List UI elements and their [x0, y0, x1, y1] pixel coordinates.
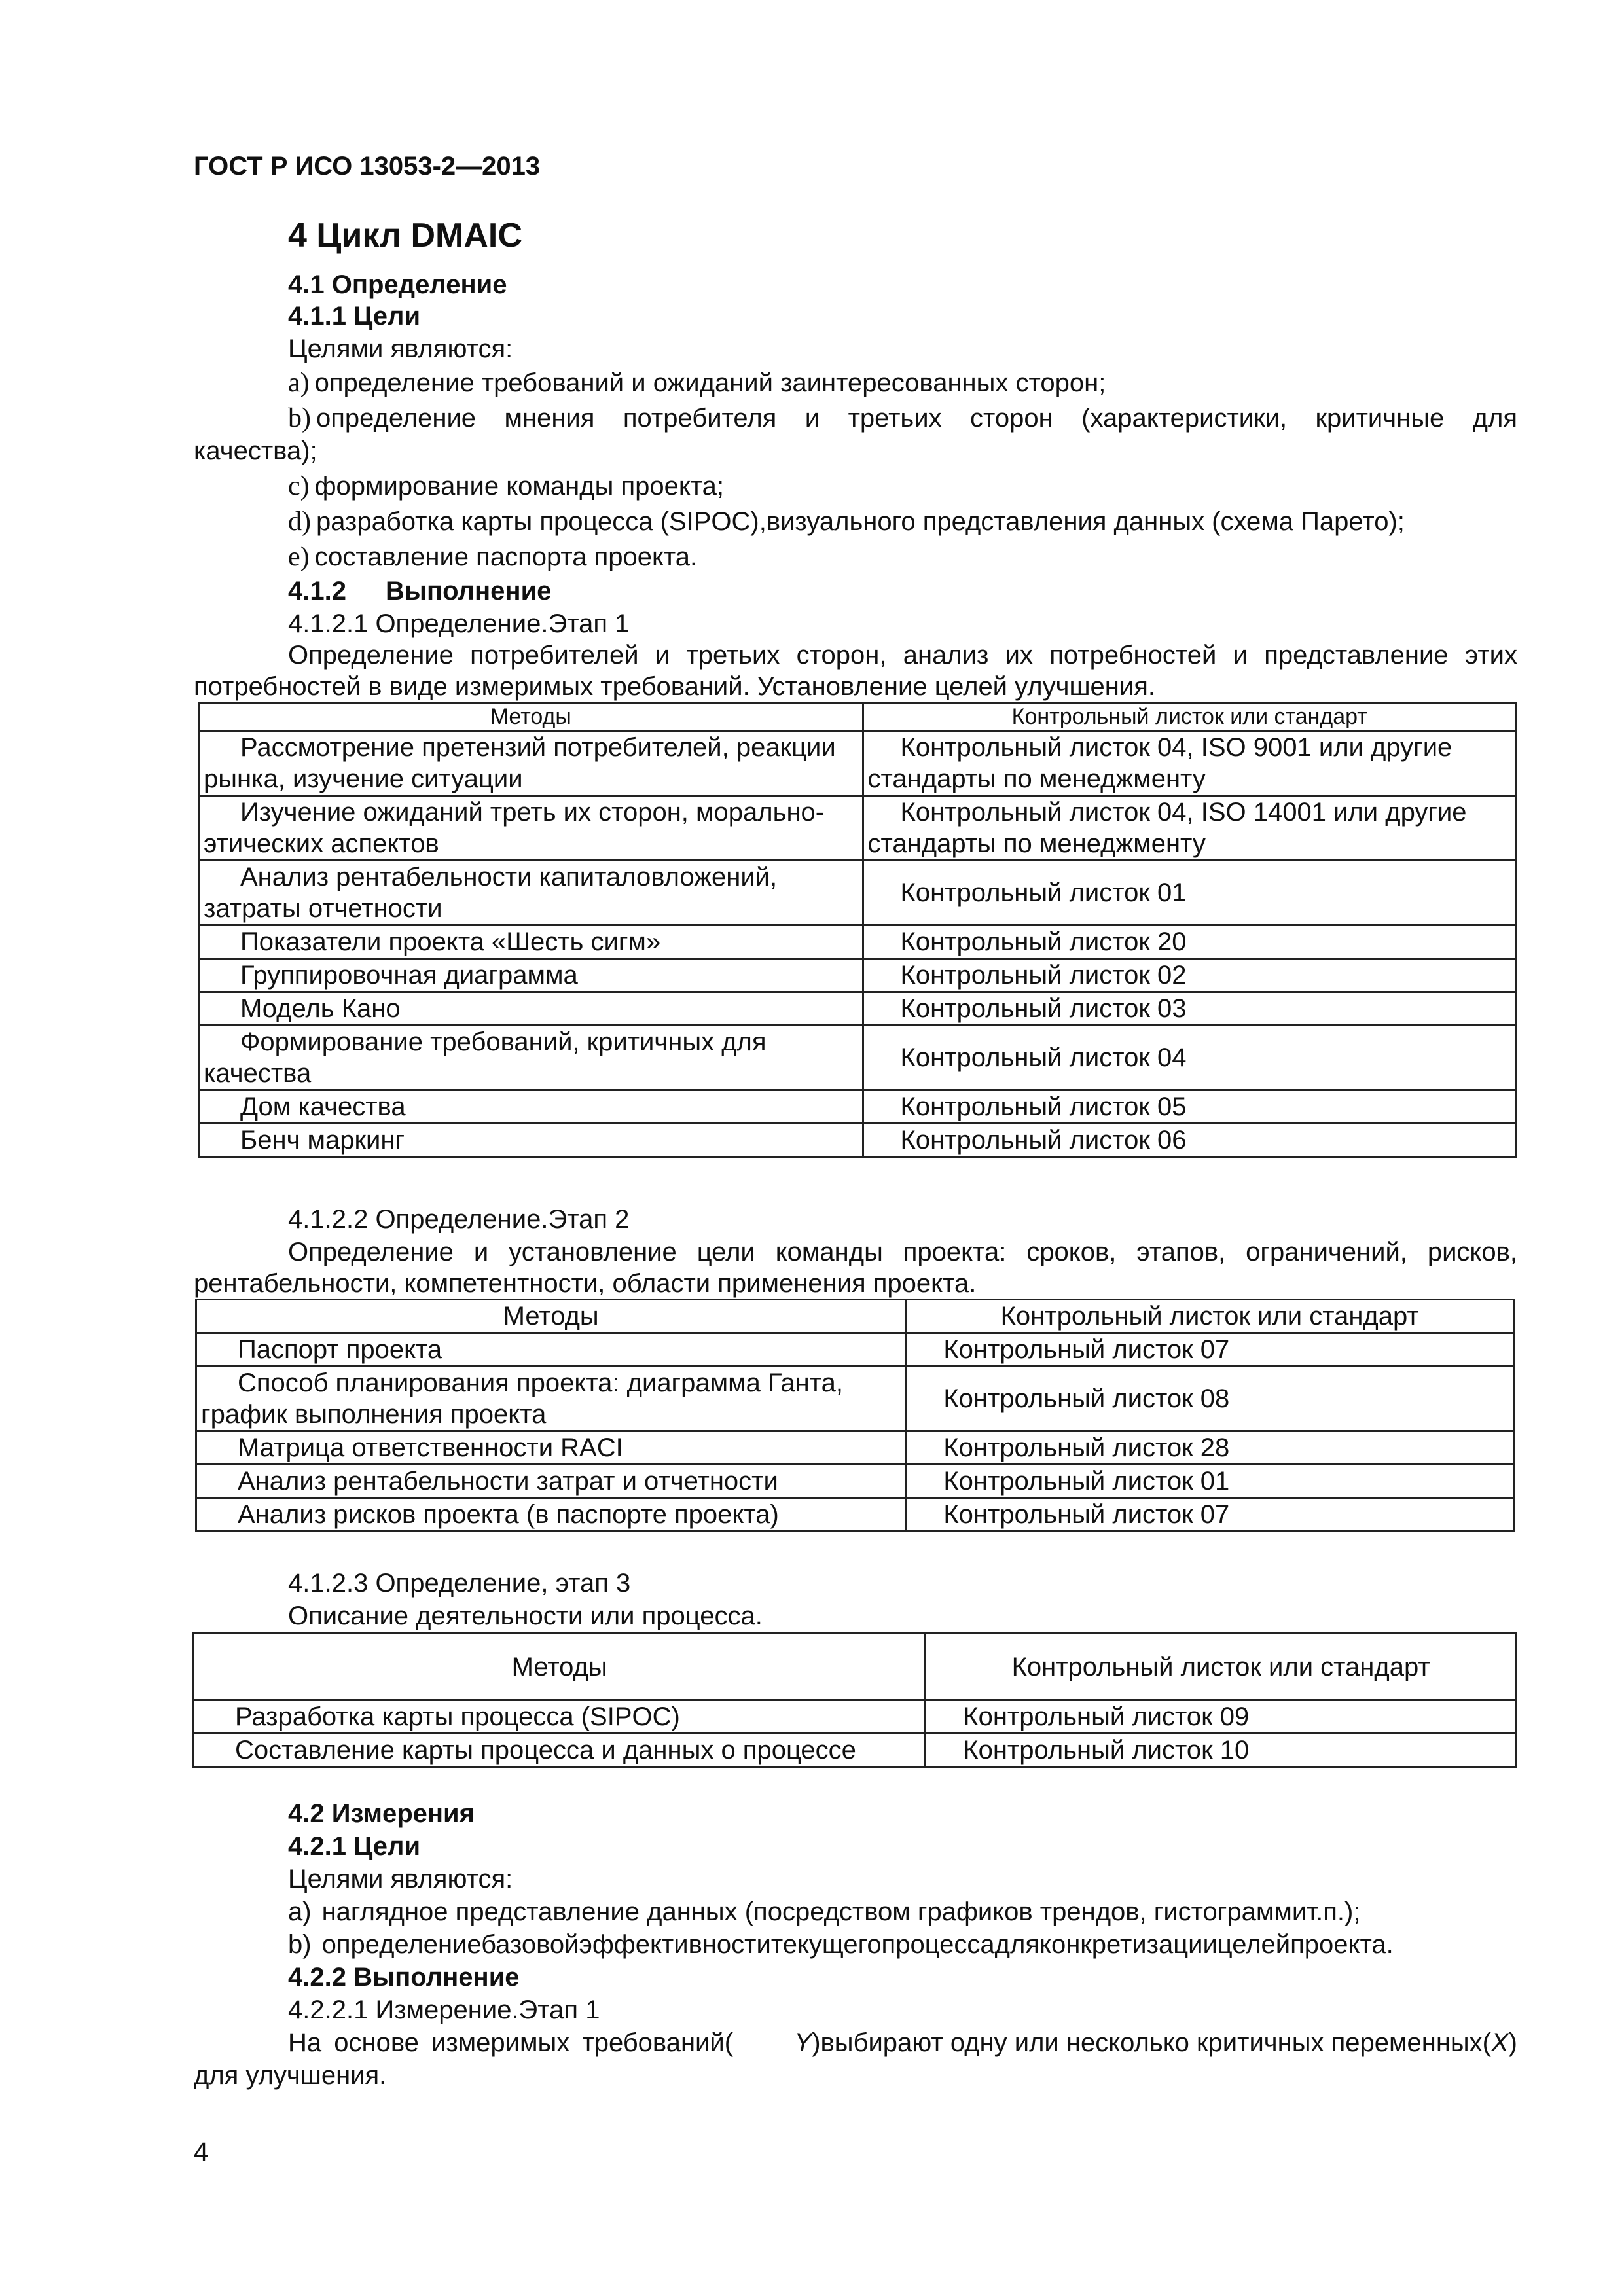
method-cell	[194, 1700, 926, 1734]
table-row	[199, 992, 1517, 1026]
table-row	[196, 1431, 1514, 1465]
measure-goal-item-b	[288, 1928, 1517, 1961]
goal-item-b	[288, 402, 1517, 435]
goal-item-b-continuation: качества);	[194, 437, 317, 465]
cell-line: качества	[204, 1059, 312, 1088]
subsection-4-1-title: 4.1 Определение	[288, 270, 507, 299]
table-row	[199, 925, 1517, 959]
column-header-checklist: Контрольный листок или стандарт	[863, 703, 1516, 731]
cell-line: Контрольный листок 03	[900, 994, 1187, 1023]
step2-heading: 4.1.2.2 Определение.Этап 2	[288, 1205, 630, 1234]
table-row	[196, 1333, 1514, 1367]
list-marker: а)	[288, 1897, 312, 1926]
measure-step1-paragraph-line2: для улучшения.	[194, 2061, 387, 2090]
list-marker: a)	[288, 368, 310, 398]
goal-item-e	[288, 541, 1517, 573]
cell-line: Контрольный листок 01	[900, 878, 1187, 907]
standard-cell	[863, 925, 1516, 959]
table-row	[199, 796, 1517, 861]
cell-line: Контрольный листок 08	[943, 1384, 1230, 1413]
cell-line: Модель Кано	[240, 994, 401, 1023]
cell-line: Контрольный листок 02	[900, 961, 1187, 990]
variable-y: Y	[794, 2028, 812, 2057]
method-cell	[199, 731, 863, 796]
table-row	[196, 1465, 1514, 1498]
goal-item-d	[288, 505, 1517, 538]
cell-line: Анализ рентабельности затрат и отчетности	[238, 1467, 778, 1496]
subsection-4-1-1-title: 4.1.1 Цели	[288, 302, 421, 331]
standard-cell	[906, 1431, 1514, 1465]
method-cell	[196, 1333, 906, 1367]
method-cell	[199, 959, 863, 992]
measure-step1-heading: 4.2.2.1 Измерение.Этап 1	[288, 1996, 600, 2024]
cell-line: Контрольный листок 10	[963, 1736, 1250, 1765]
cell-line: Дом качества	[240, 1092, 406, 1121]
cell-line: Составление карты процесса и данных о процессе	[235, 1736, 856, 1765]
list-item-text: определение мнения потребителя и третьих сторон (характеристики, критичные для	[316, 404, 1517, 433]
list-marker: d)	[288, 507, 311, 537]
list-marker: b)	[288, 403, 311, 433]
cell-line: Контрольный листок 28	[943, 1433, 1230, 1462]
standard-cell	[863, 796, 1516, 861]
measure-step1-paragraph-line1-text	[288, 2026, 1517, 2059]
step1-methods-table	[198, 702, 1517, 1158]
table-header-row	[199, 703, 1517, 731]
table-row	[199, 1026, 1517, 1090]
list-marker: c)	[288, 471, 310, 501]
column-header-methods: Методы	[199, 703, 863, 731]
cell-line: Контрольный листок 20	[900, 927, 1187, 956]
standard-cell	[926, 1734, 1517, 1767]
step1-heading: 4.1.2.1 Определение.Этап 1	[288, 609, 630, 638]
method-cell	[199, 1026, 863, 1090]
cell-line: Матрица ответственности RACI	[238, 1433, 623, 1462]
method-cell	[199, 796, 863, 861]
cell-line: Анализ рисков проекта (в паспорте проекта)	[238, 1500, 779, 1529]
cell-line: Паспорт проекта	[238, 1335, 442, 1364]
table-row	[194, 1734, 1517, 1767]
cell-line: этических аспектов	[204, 829, 439, 858]
table-row	[196, 1367, 1514, 1431]
cell-line: Разработка карты процесса (SIPOC)	[235, 1702, 680, 1731]
subsection-4-2-2-title: 4.2.2 Выполнение	[288, 1963, 520, 1992]
column-header-methods: Методы	[194, 1634, 926, 1700]
goal-item-a	[288, 367, 1517, 399]
cell-line: Анализ рентабельности капиталовложений,	[240, 863, 778, 891]
standard-cell	[906, 1498, 1514, 1532]
step2-paragraph-line2: рентабельности, компетентности, области применения проекта.	[194, 1269, 977, 1298]
cell-line: Контрольный листок 07	[943, 1335, 1230, 1364]
cell-line: Показатели проекта «Шесть сигм»	[240, 927, 661, 956]
table-header-row	[194, 1634, 1517, 1700]
subsection-4-2-title: 4.2 Измерения	[288, 1799, 475, 1828]
standard-cell	[906, 1367, 1514, 1431]
method-cell	[199, 992, 863, 1026]
cell-line: Контрольный листок 07	[943, 1500, 1230, 1529]
measure-goal-item-a	[288, 1895, 1517, 1928]
standard-cell	[863, 1124, 1516, 1157]
cell-line: стандарты по менеджменту	[867, 829, 1206, 858]
column-header-checklist: Контрольный листок или стандарт	[906, 1300, 1514, 1333]
cell-line: Контрольный листок 01	[943, 1467, 1230, 1496]
step2-methods-table	[195, 1299, 1515, 1532]
cell-line: Бенч маркинг	[240, 1126, 405, 1155]
table-row	[199, 731, 1517, 796]
table-row	[196, 1498, 1514, 1532]
step3-heading: 4.1.2.3 Определение, этап 3	[288, 1569, 631, 1598]
section-title: 4 Цикл DMAIC	[288, 217, 522, 255]
method-cell	[196, 1465, 906, 1498]
method-cell	[199, 1124, 863, 1157]
standard-cell	[906, 1465, 1514, 1498]
cell-line: Способ планирования проекта: диаграмма Ганта,	[238, 1369, 843, 1397]
cell-line: Контрольный листок 09	[963, 1702, 1250, 1731]
cell-line: Формирование требований, критичных для	[240, 1028, 767, 1056]
cell-line: Контрольный листок 06	[900, 1126, 1187, 1155]
cell-line: стандарты по менеджменту	[867, 764, 1206, 793]
goal-item-c	[288, 470, 1517, 503]
text-fragment: На основе измеримых требований(	[288, 2028, 734, 2057]
variable-x: X	[1490, 2028, 1509, 2057]
step2-paragraph-line1: Определение и установление цели команды проекта: сроков, этапов, ограничений, рисков,	[288, 1238, 1517, 1266]
method-cell	[196, 1367, 906, 1431]
column-header-checklist: Контрольный листок или стандарт	[926, 1634, 1517, 1700]
table-row	[194, 1700, 1517, 1734]
method-cell	[199, 925, 863, 959]
goals-intro: Целями являются:	[288, 334, 513, 363]
cell-line: Изучение ожиданий треть их сторон, морально-	[240, 798, 825, 827]
list-item-text: разработка карты процесса (SIPOC),визуального представления данных (схема Парето);	[316, 507, 1405, 536]
table-row	[199, 1124, 1517, 1157]
table-row	[199, 1090, 1517, 1124]
text-fragment: )выбирают одну или несколько критичных переменных(	[812, 2028, 1491, 2057]
standard-cell	[863, 992, 1516, 1026]
list-item-text: определениебазовойэффективноститекущегопроцессадляконкретизациицелейпроекта.	[321, 1930, 1394, 1959]
cell-line: Контрольный листок 05	[900, 1092, 1187, 1121]
standard-cell	[863, 731, 1516, 796]
document-code: ГОСТ Р ИСО 13053-2—2013	[194, 152, 541, 181]
cell-line: Контрольный листок 04	[900, 1043, 1187, 1072]
subsection-4-1-2-title	[288, 575, 1517, 607]
method-cell	[199, 1090, 863, 1124]
table-row	[199, 959, 1517, 992]
subsection-name: Выполнение	[385, 577, 552, 605]
method-cell	[199, 861, 863, 925]
subsection-4-2-1-title: 4.2.1 Цели	[288, 1832, 421, 1861]
step1-paragraph-line2: потребностей в виде измеримых требований. Установление целей улучшения.	[194, 672, 1155, 701]
page-number: 4	[194, 2138, 209, 2166]
standard-cell	[863, 1026, 1516, 1090]
standard-cell	[863, 1090, 1516, 1124]
method-cell	[196, 1431, 906, 1465]
standard-cell	[926, 1700, 1517, 1734]
table-header-row	[196, 1300, 1514, 1333]
list-item-text: формирование команды проекта;	[314, 472, 725, 501]
list-marker: b)	[288, 1930, 312, 1959]
cell-line: Контрольный листок 04, ISO 9001 или другие	[900, 733, 1453, 762]
list-marker: e)	[288, 542, 310, 572]
measure-goals-intro: Целями являются:	[288, 1865, 513, 1893]
method-cell	[196, 1498, 906, 1532]
standard-cell	[863, 959, 1516, 992]
standard-cell	[863, 861, 1516, 925]
step3-paragraph: Описание деятельности или процесса.	[288, 1602, 763, 1630]
standard-cell	[906, 1333, 1514, 1367]
subsection-number: 4.1.2	[288, 577, 346, 605]
table-row	[199, 861, 1517, 925]
cell-line: график выполнения проекта	[201, 1400, 547, 1429]
list-item-text: наглядное представление данных (посредством графиков трендов, гистограммит.п.);	[321, 1897, 1361, 1926]
cell-line: рынка, изучение ситуации	[204, 764, 523, 793]
cell-line: Группировочная диаграмма	[240, 961, 578, 990]
step3-methods-table	[192, 1632, 1517, 1768]
list-item-text: составление паспорта проекта.	[314, 543, 698, 571]
cell-line: затраты отчетности	[204, 894, 442, 923]
cell-line: Контрольный листок 04, ISO 14001 или другие	[900, 798, 1467, 827]
column-header-methods: Методы	[196, 1300, 906, 1333]
step1-paragraph-line1: Определение потребителей и третьих сторон, анализ их потребностей и представление этих	[288, 641, 1517, 670]
method-cell	[194, 1734, 926, 1767]
text-fragment: )	[1508, 2028, 1517, 2057]
cell-line: Рассмотрение претензий потребителей, реакции	[240, 733, 836, 762]
list-item-text: определение требований и ожиданий заинтересованных сторон;	[314, 368, 1106, 397]
